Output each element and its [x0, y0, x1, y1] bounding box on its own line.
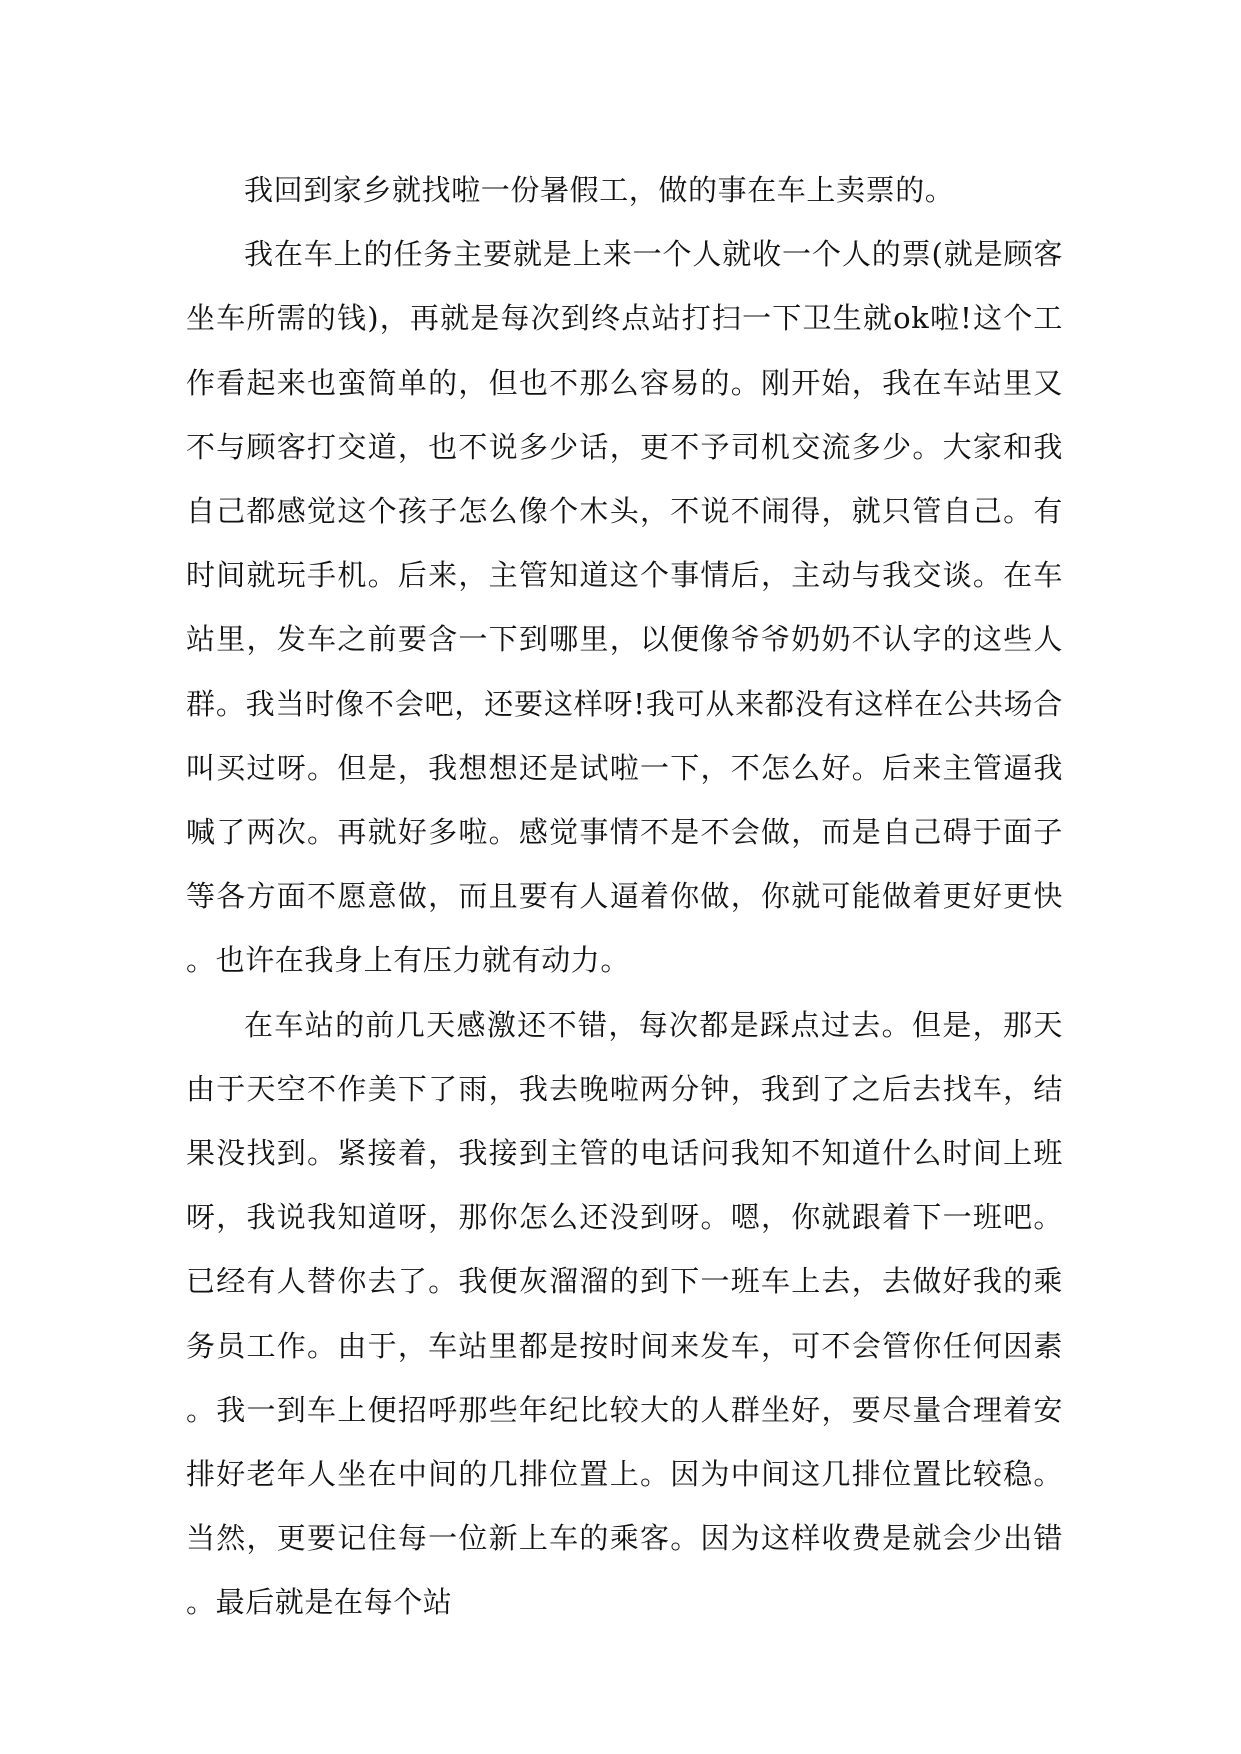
paragraph-2: 我在车上的任务主要就是上来一个人就收一个人的票(就是顾客坐车所需的钱)，再就是每次到终点站打扫一下卫生就ok啦!这个工作看起来也蛮简单的，但也不那么容易的。刚开始，我在车站里又不与顾客打交道，也不说多少话，更不予司机交流多少。大家和我自己都感觉这个孩子怎么像个木头，不说不闹得，就只管自己。有时间就玩手机。后来，主管知道这个事情后，主动与我交谈。在车站里，发车之前要含一下到哪里，以便像爷爷奶奶不认字的这些人群。我当时像不会吧，还要这样呀!我可从来都没有这样在公共场合叫买过呀。但是，我想想还是试啦一下，不怎么好。后来主管逼我喊了两次。再就好多啦。感觉事情不是不会做，而是自己碍于面子等各方面不愿意做，而且要有人逼着你做，你就可能做着更好更快。也许在我身上有压力就有动力。 — [186, 237, 1063, 978]
paragraph-1: 我回到家乡就找啦一份暑假工，做的事在车上卖票的。 — [244, 173, 955, 207]
document-body — [186, 158, 1063, 1635]
paragraph-3: 在车站的前几天感激还不错，每次都是踩点过去。但是，那天由于天空不作美下了雨，我去晚啦两分钟，我到了之后去找车，结果没找到。紧接着，我接到主管的电话问我知不知道什么时间上班呀，我说我知道呀，那你怎么还没到呀。嗯，你就跟着下一班吧。已经有人替你去了。我便灰溜溜的到下一班车上去，去做好我的乘务员工作。由于，车站里都是按时间来发车，可不会管你任何因素。我一到车上便招呼那些年纪比较大的人群坐好，要尽量合理着安排好老年人坐在中间的几排位置上。因为中间这几排位置比较稳。当然，更要记住每一位新上车的乘客。因为这样收费是就会少出错。最后就是在每个站 — [186, 1007, 1063, 1620]
